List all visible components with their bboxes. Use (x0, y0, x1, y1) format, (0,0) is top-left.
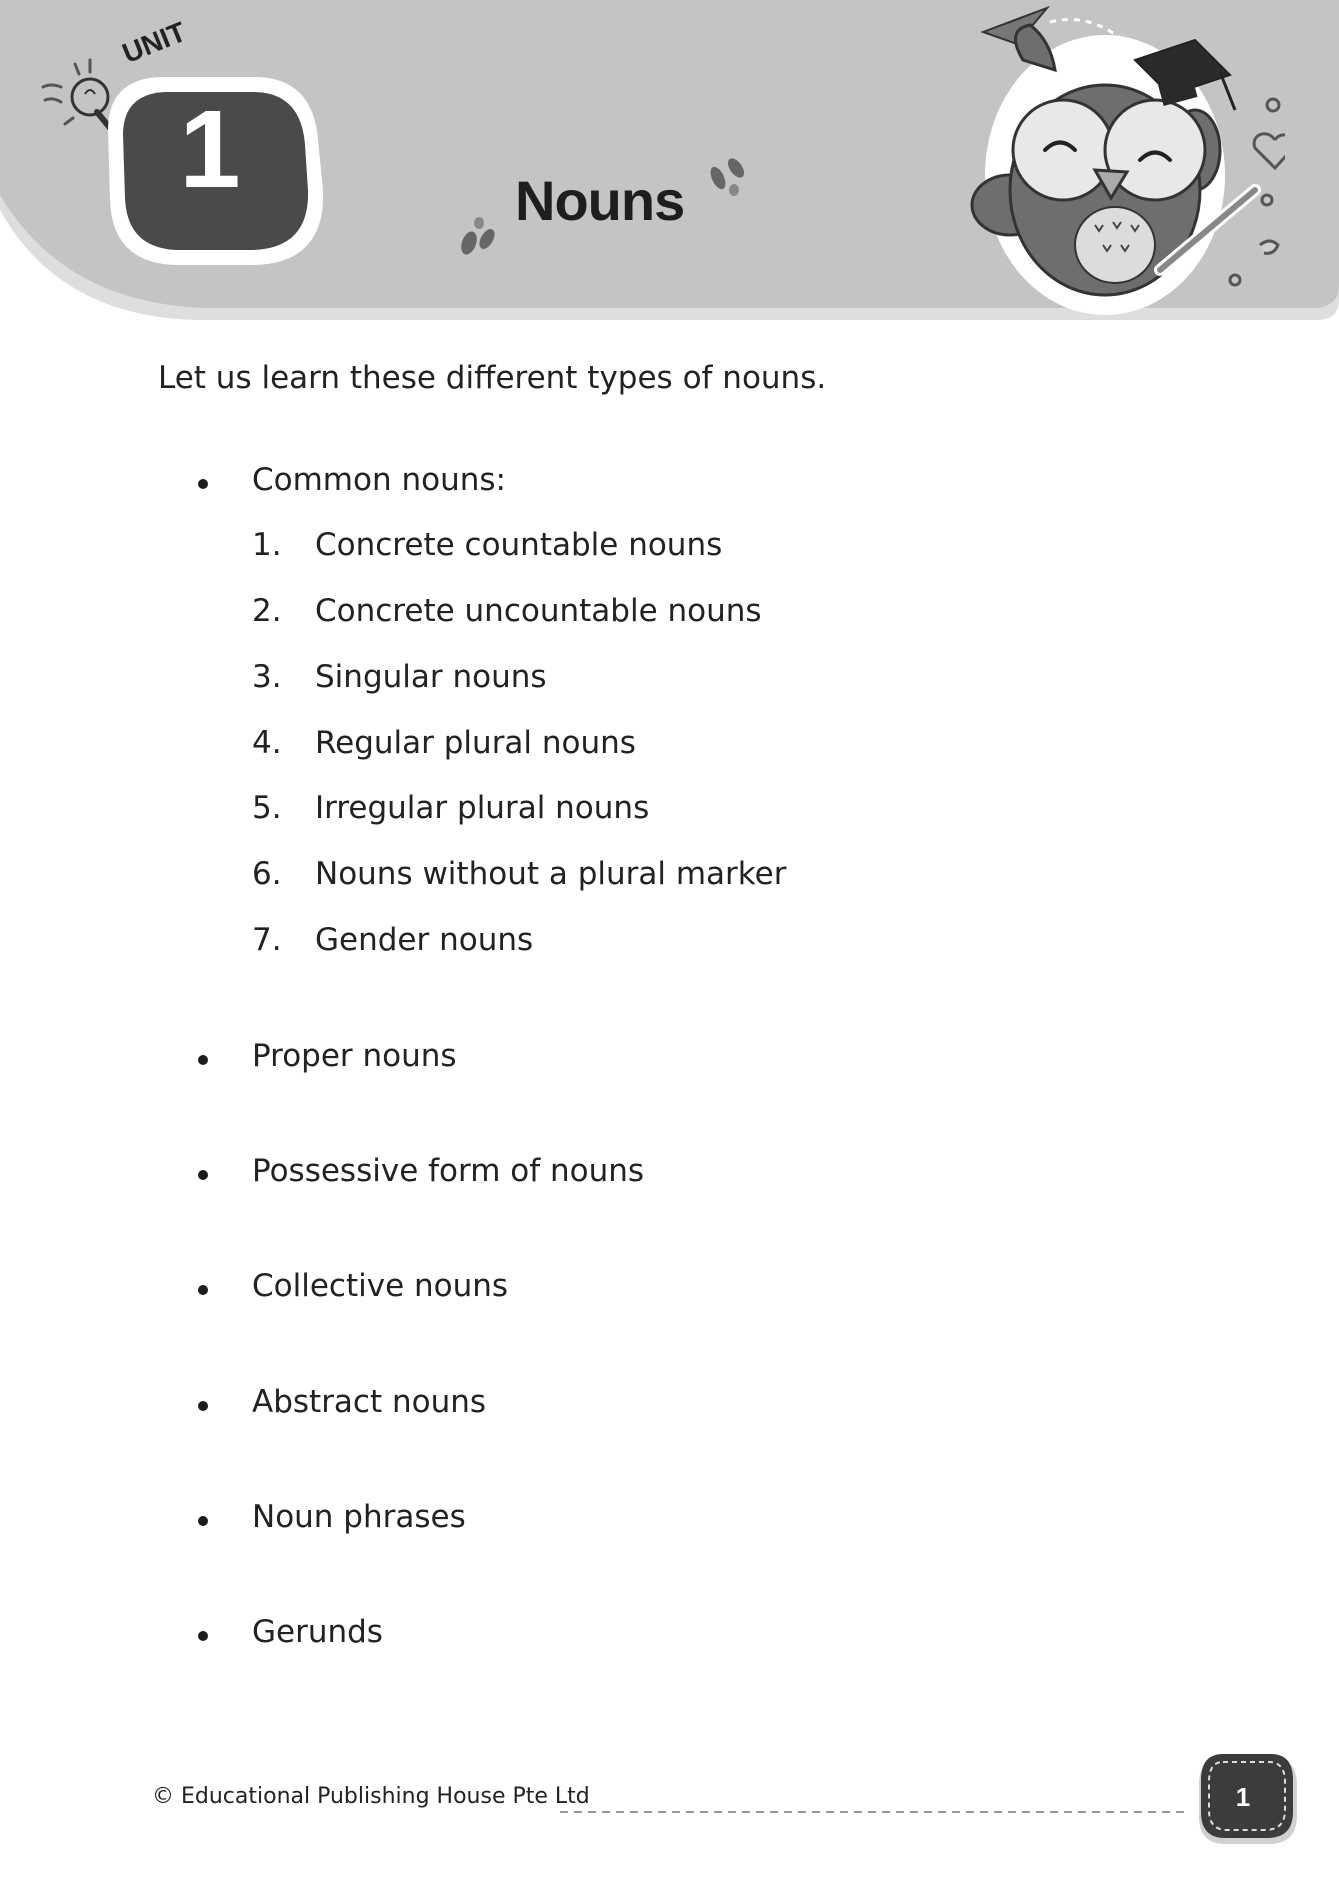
list-number: 7. (252, 922, 282, 958)
list-text: Nouns without a plural marker (315, 856, 787, 892)
list-text: Regular plural nouns (315, 725, 636, 761)
bullet-text: Proper nouns (252, 1038, 457, 1074)
list-number: 6. (252, 856, 282, 892)
list-text: Concrete countable nouns (315, 527, 723, 563)
bullet-text: Possessive form of nouns (252, 1153, 645, 1189)
list-number: 3. (252, 659, 282, 695)
list-text: Gender nouns (315, 922, 534, 958)
leaves-left-icon (455, 215, 505, 260)
list-number: 5. (252, 790, 282, 826)
list-text: Singular nouns (315, 659, 547, 695)
bullet-text: Collective nouns (252, 1268, 509, 1304)
bullet-text: Noun phrases (252, 1499, 466, 1535)
owl-mascot-icon (955, 0, 1285, 330)
page-title: Nouns (515, 169, 685, 232)
page-number: 1 (1235, 1782, 1251, 1812)
unit-number: 1 (179, 88, 241, 211)
list-text: Irregular plural nouns (315, 790, 650, 826)
list-text: Concrete uncountable nouns (315, 593, 762, 629)
copyright-text: © Educational Publishing House Pte Ltd (152, 1784, 590, 1809)
footer-divider (560, 1810, 1188, 1814)
bullet-label: Common nouns: (252, 462, 506, 498)
leaves-right-icon (700, 150, 750, 200)
unit-label: UNIT (118, 15, 191, 70)
list-number: 4. (252, 725, 282, 761)
list-number: 2. (252, 593, 282, 629)
list-number: 1. (252, 527, 282, 563)
bullet-text: Gerunds (252, 1614, 383, 1650)
intro-text: Let us learn these different types of nouns. (158, 360, 827, 396)
bullet-text: Abstract nouns (252, 1384, 487, 1420)
